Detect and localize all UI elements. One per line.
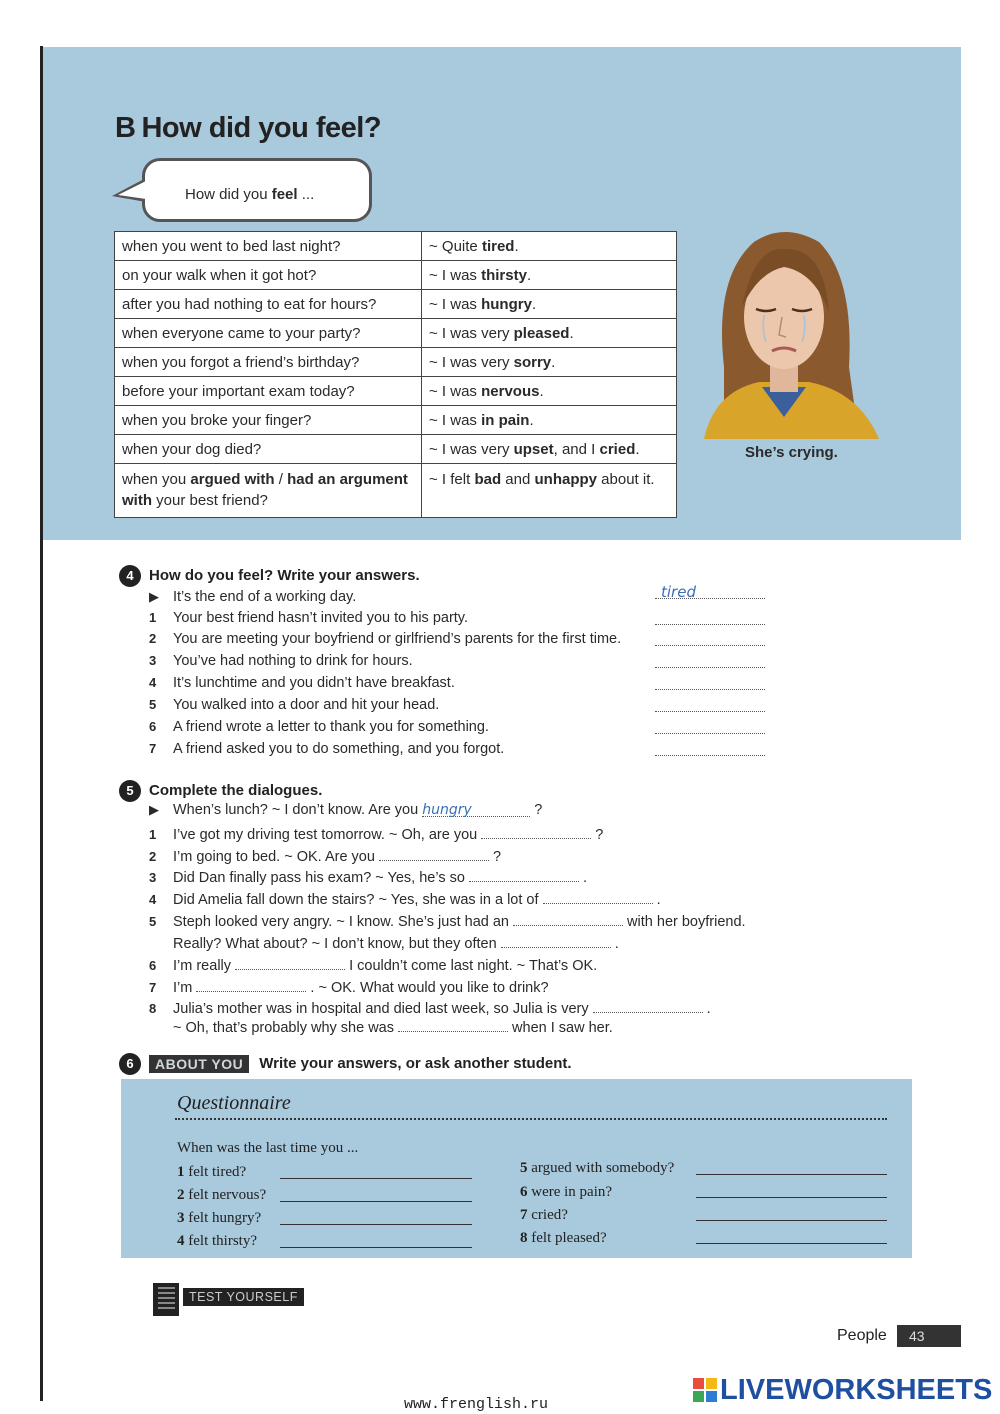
questionnaire-item: 2 felt nervous?: [177, 1187, 267, 1203]
exercise-5-item: 8 Julia’s mother was in hospital and died last week, so Julia is very .: [149, 998, 711, 1017]
questionnaire-input-5[interactable]: [696, 1174, 887, 1175]
speech-bubble-tail-fill: [118, 181, 146, 199]
page-number: 43: [897, 1325, 961, 1347]
liveworksheets-brand: LIVEWORKSHEETS: [720, 1374, 993, 1406]
answer-input-1[interactable]: [655, 624, 765, 625]
table-answer: ~ I felt bad and unhappy about it.: [422, 464, 677, 518]
questionnaire-item: 3 felt hungry?: [177, 1210, 262, 1226]
table-question: when you went to bed last night?: [115, 232, 422, 261]
questionnaire-item: 4 felt thirsty?: [177, 1233, 257, 1249]
liveworksheets-logo-icon: [693, 1378, 717, 1402]
table-question: when you forgot a friend’s birthday?: [115, 348, 422, 377]
exercise-5-item-continued: ~ Oh, that’s probably why she was when I saw her.: [173, 1017, 613, 1036]
questionnaire-title: Questionnaire: [177, 1092, 291, 1114]
table-answer: ~ Quite tired.: [422, 232, 677, 261]
notebook-icon: [151, 1282, 185, 1318]
dialogue-input-2[interactable]: [379, 846, 489, 861]
exercise-5-example: ▶ When’s lunch? ~ I don’t know. Are you hungry ?: [149, 802, 543, 818]
table-question: when you broke your finger?: [115, 406, 422, 435]
site-url: www.frenglish.ru: [404, 1396, 549, 1413]
dialogue-input-8b[interactable]: [398, 1017, 508, 1032]
questionnaire-input-1[interactable]: [280, 1178, 472, 1179]
questionnaire-item: 7 cried?: [520, 1207, 568, 1223]
dialogue-input-3[interactable]: [469, 867, 579, 882]
answer-input-3[interactable]: [655, 667, 765, 668]
questionnaire-input-8[interactable]: [696, 1243, 887, 1244]
exercise-5-item: 3 Did Dan finally pass his exam? ~ Yes, he’s so .: [149, 867, 587, 886]
table-row: [115, 348, 677, 377]
exercise-5-item: 2 I’m going to bed. ~ OK. Are you ?: [149, 846, 501, 865]
speech-bubble: How did you feel ...: [142, 158, 372, 222]
questionnaire-input-7[interactable]: [696, 1220, 887, 1221]
questionnaire-item: 8 felt pleased?: [520, 1230, 607, 1246]
crying-girl-illustration: [684, 217, 884, 439]
chapter-name: People: [837, 1327, 887, 1344]
table-row: [115, 435, 677, 464]
questionnaire-input-2[interactable]: [280, 1201, 472, 1202]
dialogue-input-1[interactable]: [481, 824, 591, 839]
questionnaire-divider: [175, 1118, 887, 1120]
section-letter: B: [115, 112, 136, 144]
table-answer: ~ I was nervous.: [422, 377, 677, 406]
exercise-5-item: 4 Did Amelia fall down the stairs? ~ Yes, she was in a lot of .: [149, 889, 661, 908]
exercise-4-item: 5 You walked into a door and hit your head.: [149, 697, 440, 713]
exercise-number-badge: 6: [119, 1053, 141, 1075]
exercise-4-item: 7 A friend asked you to do something, and you forgot.: [149, 741, 505, 757]
exercise-4-item: 4 It’s lunchtime and you didn’t have breakfast.: [149, 675, 455, 691]
table-row: [115, 377, 677, 406]
table-answer: ~ I was very upset, and I cried.: [422, 435, 677, 464]
table-question: when you argued with / had an argument with your best friend?: [115, 464, 422, 518]
questionnaire-input-4[interactable]: [280, 1247, 472, 1248]
example-answer: hungry: [422, 802, 530, 817]
table-question: after you had nothing to eat for hours?: [115, 290, 422, 319]
answer-input-2[interactable]: [655, 645, 765, 646]
table-question: before your important exam today?: [115, 377, 422, 406]
table-answer: ~ I was very pleased.: [422, 319, 677, 348]
about-you-badge: ABOUT YOU: [149, 1055, 249, 1073]
test-yourself-banner: [151, 1282, 298, 1323]
questionnaire-input-3[interactable]: [280, 1224, 472, 1225]
table-question: when everyone came to your party?: [115, 319, 422, 348]
section-title-text: How did you feel?: [141, 112, 382, 144]
dialogue-input-6[interactable]: [235, 955, 345, 970]
table-row: [115, 406, 677, 435]
exercise-number-badge: 4: [119, 565, 141, 587]
illustration-caption: She’s crying.: [745, 444, 838, 461]
exercise-4-heading: 4 How do you feel? Write your answers.: [119, 565, 420, 587]
answer-input-5[interactable]: [655, 711, 765, 712]
questionnaire-item: 1 felt tired?: [177, 1164, 247, 1180]
bubble-keyword: feel: [271, 186, 298, 203]
exercise-6-heading: 6 ABOUT YOU Write your answers, or ask another student.: [119, 1053, 572, 1075]
dialogue-input-8a[interactable]: [593, 998, 703, 1013]
exercise-number-badge: 5: [119, 780, 141, 802]
table-answer: ~ I was very sorry.: [422, 348, 677, 377]
exercise-4-item: 1 Your best friend hasn’t invited you to his party.: [149, 610, 469, 626]
exercise-4-item: 3 You’ve had nothing to drink for hours.: [149, 653, 413, 669]
answer-input-4[interactable]: [655, 689, 765, 690]
table-question: when your dog died?: [115, 435, 422, 464]
table-answer: ~ I was in pain.: [422, 406, 677, 435]
exercise-5-item-continued: Really? What about? ~ I don’t know, but they often .: [173, 933, 619, 952]
exercise-5-item: 1 I’ve got my driving test tomorrow. ~ Oh, are you ?: [149, 824, 603, 843]
table-answer: ~ I was hungry.: [422, 290, 677, 319]
questionnaire-input-6[interactable]: [696, 1197, 887, 1198]
feelings-table: [114, 231, 677, 518]
questionnaire-item: 6 were in pain?: [520, 1184, 613, 1200]
questionnaire-intro: When was the last time you ...: [177, 1140, 359, 1156]
exercise-5-heading: 5 Complete the dialogues.: [119, 780, 322, 802]
dialogue-input-5b[interactable]: [501, 933, 611, 948]
table-row: [115, 290, 677, 319]
answer-input-7[interactable]: [655, 755, 765, 756]
table-row: [115, 232, 677, 261]
section-title: [115, 112, 381, 145]
exercise-5-item: 6 I’m really I couldn’t come last night. ~ That’s OK.: [149, 955, 597, 974]
table-answer: ~ I was thirsty.: [422, 261, 677, 290]
example-answer: tired: [661, 583, 696, 601]
dialogue-input-5a[interactable]: [513, 911, 623, 926]
answer-input-6[interactable]: [655, 733, 765, 734]
questionnaire-item: 5 argued with somebody?: [520, 1160, 675, 1176]
table-question: on your walk when it got hot?: [115, 261, 422, 290]
exercise-4-item: 6 A friend wrote a letter to thank you for something.: [149, 719, 489, 735]
table-row: [115, 261, 677, 290]
test-yourself-label: TEST YOURSELF: [183, 1288, 304, 1306]
exercise-4-item: 2 You are meeting your boyfriend or girlfriend’s parents for the first time.: [149, 631, 622, 647]
exercise-5-item: 7 I’m . ~ OK. What would you like to drink?: [149, 977, 549, 996]
exercise-5-item: 5 Steph looked very angry. ~ I know. She’s just had an with her boyfriend.: [149, 911, 746, 930]
dialogue-input-7[interactable]: [196, 977, 306, 992]
table-row: [115, 464, 677, 518]
table-row: [115, 319, 677, 348]
dialogue-input-4[interactable]: [543, 889, 653, 904]
exercise-4-example: ▶ It’s the end of a working day.: [149, 589, 357, 605]
